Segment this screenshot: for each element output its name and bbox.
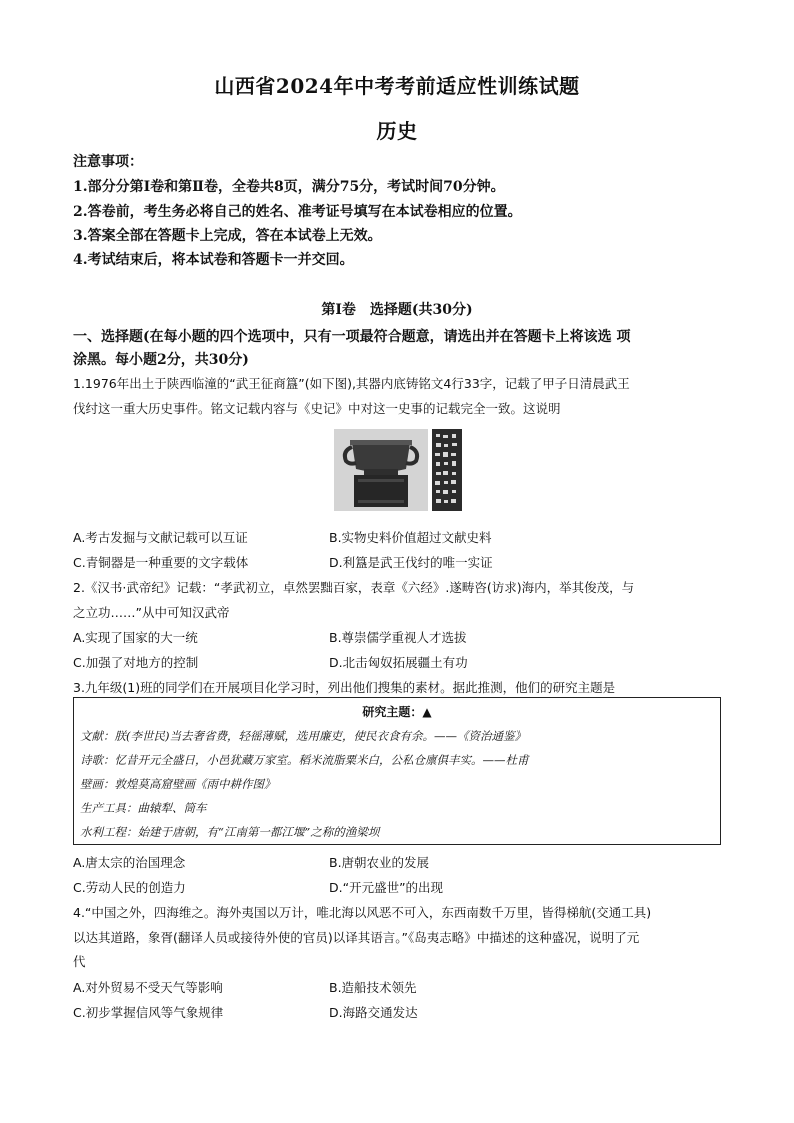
material-mural: 壁画：敦煌莫高窟壁画《雨中耕作图》: [80, 777, 276, 791]
q2-option-b: B.尊崇儒学重视人才选拔: [329, 630, 467, 645]
q1-option-d: D.利簋是武王伐纣的唯一实证: [329, 555, 493, 570]
q3-option-a: A.唐太宗的治国理念: [73, 855, 186, 870]
notice-heading: 注意事项：: [73, 154, 143, 170]
q4-stem-line2: 以达其道路，象胥(翻译人员或接待外使的官员)以译其语言。”《岛夷志略》中描述的这种盛况，说明了元: [73, 930, 640, 945]
q4-option-c: C.初步掌握信风等气象规律: [73, 1005, 224, 1020]
q3-option-b: B.唐朝农业的发展: [329, 855, 430, 870]
notice-item-2: 2.答卷前，考生务必将自己的姓名、准考证号填写在本试卷相应的位置。: [73, 204, 522, 220]
material-tools: 生产工具：曲辕犁、筒车: [80, 801, 207, 815]
notice-item-1: 1.部分分第Ⅰ卷和第Ⅱ卷，全卷共8页，满分75分，考试时间70分钟。: [73, 179, 505, 195]
q1-option-c: C.青铜器是一种重要的文字载体: [73, 555, 249, 570]
q3-option-c: C.劳动人民的创造力: [73, 880, 186, 895]
q1-option-b: B.实物史料价值超过文献史料: [329, 530, 492, 545]
q2-option-d: D.北击匈奴拓展疆土有功: [329, 655, 468, 670]
q3-option-d: D.“开元盛世”的出现: [329, 880, 444, 895]
q4-option-a: A.对外贸易不受天气等影响: [73, 980, 223, 995]
q1-option-a: A.考古发掘与文献记载可以互证: [73, 530, 248, 545]
q2-stem-line1: 2.《汉书·武帝纪》记载：“孝武初立，卓然罢黜百家，表章《六经》.遂畴咨(访求)海内，举其俊茂，与: [73, 580, 635, 595]
q1-stem-line2: 伐纣这一重大历史事件。铭文记载内容与《史记》中对这一史事的记载完全一致。这说明: [73, 401, 561, 416]
notice-item-4: 4.考试结束后，将本试卷和答题卡一并交回。: [73, 252, 354, 268]
research-topic-title: 研究主题：▲: [362, 705, 432, 719]
q3-stem-line1: 3.九年级(1)班的同学们在开展项目化学习时，列出他们搜集的素材。据此推测，他们的研究主题是: [73, 680, 616, 695]
q4-stem-line3: 代: [73, 954, 86, 969]
research-materials-box: [73, 697, 721, 845]
q4-option-b: B.造船技术领先: [329, 980, 417, 995]
section-title: 第Ⅰ卷 选择题(共30分): [321, 302, 473, 318]
material-document: 文献：朕(李世民)当去奢省费，轻徭薄赋，选用廉吏，使民衣食有余。——《资治通鉴》: [80, 729, 526, 743]
q1-stem-line1: 1.1976年出土于陕西临潼的“武王征商簋”(如下图),其器内底铸铭文4行33字，记载了甲子日清晨武王: [73, 376, 630, 391]
q2-option-c: C.加强了对地方的控制: [73, 655, 199, 670]
exam-title: 山西省2024年中考考前适应性训练试题: [214, 74, 580, 98]
notice-item-3: 3.答案全部在答题卡上完成，答在本试卷上无效。: [73, 228, 382, 244]
q2-option-a: A.实现了国家的大一统: [73, 630, 198, 645]
material-water-project: 水利工程：始建于唐朝，有“江南第一都江堰”之称的渔梁坝: [80, 825, 380, 839]
material-poem: 诗歌：忆昔开元全盛日，小邑犹藏万家室。稻米流脂粟米白，公私仓廪俱丰实。——杜甫: [80, 753, 529, 767]
inscription-rubbing: [432, 429, 462, 511]
q4-option-d: D.海路交通发达: [329, 1005, 418, 1020]
subject-title: 历史: [376, 119, 418, 143]
section-instructions-line2: 涂黑。每小题2分，共30分): [73, 352, 249, 368]
q4-stem-line1: 4.“中国之外，四海维之。海外夷国以万计，唯北海以风恶不可入，东西南数千万里，皆得梯航(交通工具): [73, 905, 652, 920]
q2-stem-line2: 之立功……”从中可知汉武帝: [73, 605, 230, 620]
section-instructions-line1: 一、选择题(在每小题的四个选项中，只有一项最符合题意，请选出并在答题卡上将该选 项: [73, 329, 631, 345]
bronze-gui-photo: [334, 429, 428, 511]
